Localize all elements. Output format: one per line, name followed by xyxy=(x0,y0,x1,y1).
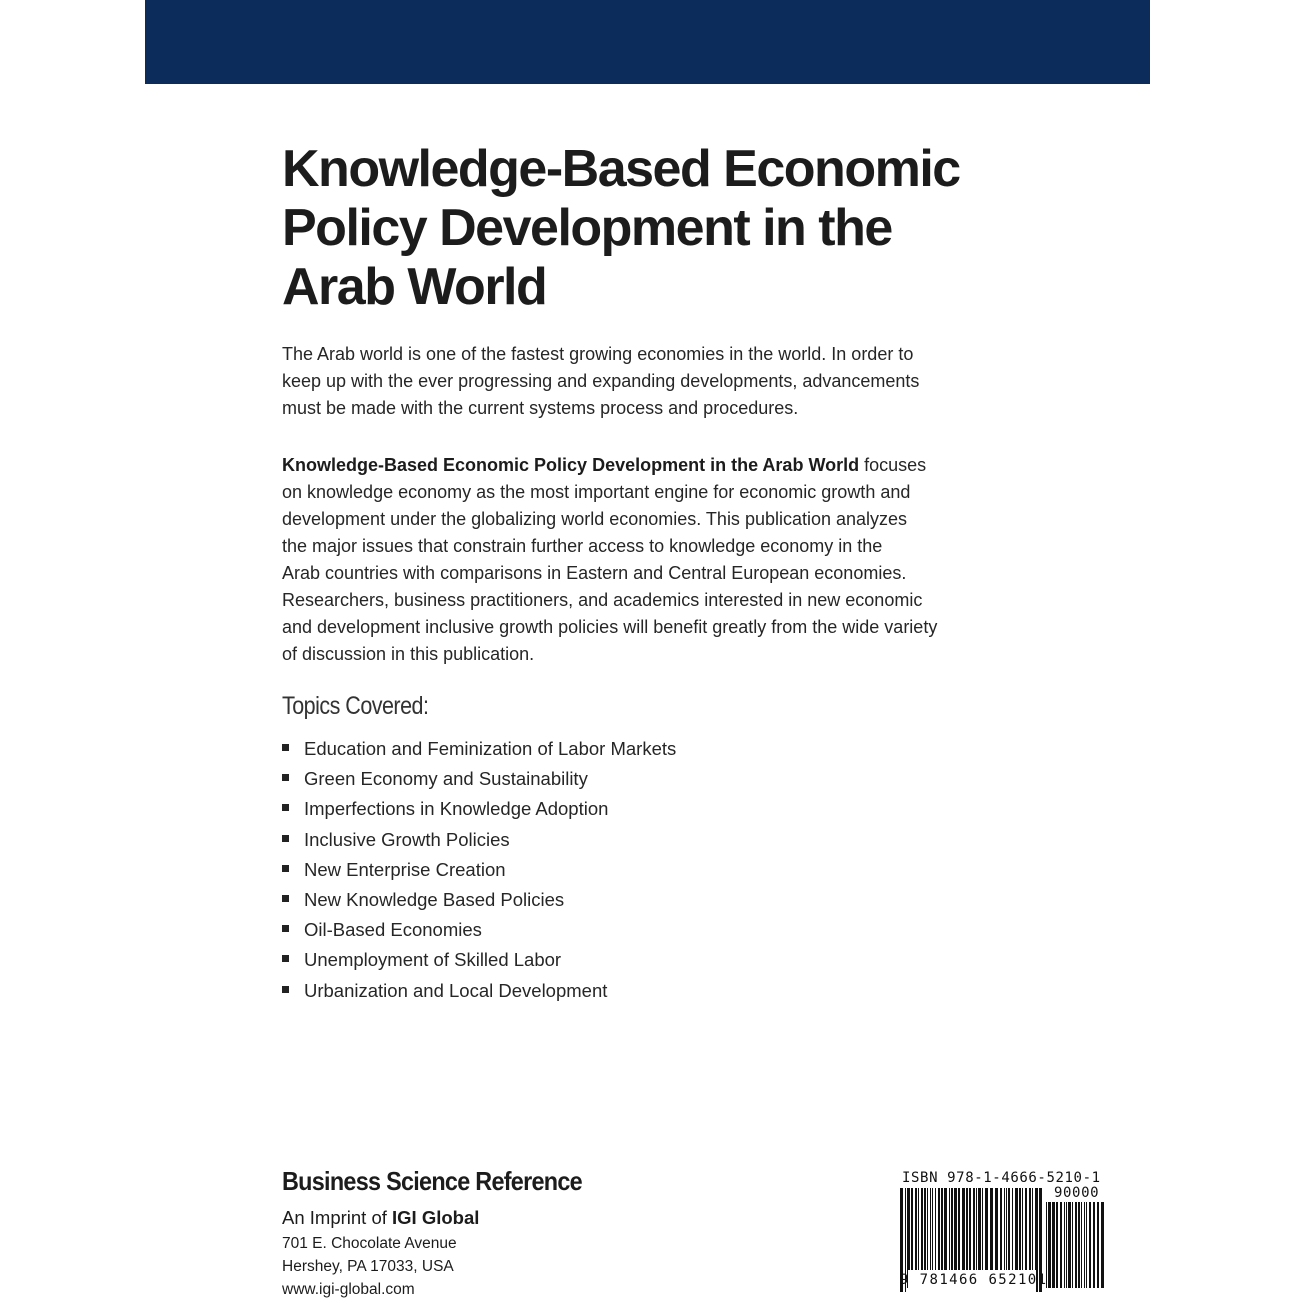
barcode-bar xyxy=(1086,1202,1087,1288)
topic-item xyxy=(282,794,676,824)
barcode-bar xyxy=(1084,1202,1085,1288)
description-paragraph xyxy=(282,452,1012,668)
topic-label: Green Economy and Sustainability xyxy=(304,768,588,790)
parent-publisher: IGI Global xyxy=(392,1207,480,1228)
topic-item xyxy=(282,764,676,794)
square-bullet-icon xyxy=(282,986,289,993)
description-line: development under the globalizing world economies. This publication analyzes xyxy=(282,509,908,529)
barcode-bar xyxy=(1072,1202,1073,1288)
title-line: Arab World xyxy=(282,258,547,316)
topic-item xyxy=(282,976,676,1006)
intro-line: keep up with the ever progressing and expanding developments, advancements xyxy=(282,371,920,391)
topic-item xyxy=(282,734,676,764)
intro-paragraph xyxy=(282,341,1012,422)
topic-label: Imperfections in Knowledge Adoption xyxy=(304,798,609,820)
barcode-bar xyxy=(1078,1202,1080,1288)
description-line: the major issues that constrain further access to knowledge economy in the xyxy=(282,536,883,556)
square-bullet-icon xyxy=(282,804,289,811)
title-line: Policy Development in the xyxy=(282,199,892,257)
title-line: Knowledge-Based Economic xyxy=(282,140,960,198)
barcode-bar xyxy=(1068,1202,1071,1288)
square-bullet-icon xyxy=(282,744,289,751)
topic-label: Urbanization and Local Development xyxy=(304,979,608,1001)
imprint-of-prefix: An Imprint of xyxy=(282,1207,393,1228)
topic-label: New Enterprise Creation xyxy=(304,858,506,880)
square-bullet-icon xyxy=(282,955,289,962)
topic-item xyxy=(282,885,676,915)
address-line: 701 E. Chocolate Avenue xyxy=(282,1235,457,1252)
isbn-label: ISBN 978-1-4666-5210-1 xyxy=(902,1170,1101,1186)
barcode-bar xyxy=(1066,1202,1067,1288)
barcode-bar xyxy=(1064,1202,1065,1288)
topic-label: New Knowledge Based Policies xyxy=(304,888,565,910)
description-line: and development inclusive growth policies will benefit greatly from the wide variety xyxy=(282,617,938,637)
barcode-digits: 9 781466 652101 xyxy=(900,1272,1048,1288)
imprint-of-line xyxy=(282,1204,615,1232)
topics-list xyxy=(282,734,676,1006)
topic-item xyxy=(282,945,676,975)
barcode-bar xyxy=(1056,1202,1058,1288)
square-bullet-icon xyxy=(282,835,289,842)
isbn-barcode xyxy=(898,1170,1112,1296)
publisher-website: www.igi-global.com xyxy=(282,1281,415,1298)
topic-item xyxy=(282,825,676,855)
description-first-line-rest: focuses xyxy=(859,455,927,475)
topic-label: Education and Feminization of Labor Markets xyxy=(304,738,677,759)
square-bullet-icon xyxy=(282,895,289,902)
topic-label: Unemployment of Skilled Labor xyxy=(304,949,562,971)
barcode-bar xyxy=(1089,1202,1091,1288)
barcode-bar xyxy=(1048,1202,1051,1288)
price-code: 90000 xyxy=(1054,1185,1100,1201)
description-bold-title: Knowledge-Based Economic Policy Development in the Arab World xyxy=(282,455,860,475)
barcode-bar xyxy=(1075,1202,1077,1288)
topic-item xyxy=(282,855,676,885)
book-title xyxy=(282,140,1042,317)
barcode-bar xyxy=(1097,1202,1099,1288)
intro-line: must be made with the current systems process and procedures. xyxy=(282,398,799,418)
intro-line: The Arab world is one of the fastest growing economies in the world. In order to xyxy=(282,344,914,364)
topic-label: Oil-Based Economies xyxy=(304,919,482,941)
publisher-block xyxy=(282,1164,615,1301)
topic-item xyxy=(282,915,676,945)
description-line: of discussion in this publication. xyxy=(282,644,535,664)
imprint-name: Business Science Reference xyxy=(282,1166,582,1196)
square-bullet-icon xyxy=(282,774,289,781)
description-line: on knowledge economy as the most important engine for economic growth and xyxy=(282,482,911,502)
barcode-bar xyxy=(1060,1202,1062,1288)
square-bullet-icon xyxy=(282,865,289,872)
description-first-line xyxy=(282,452,1012,479)
barcode-bar xyxy=(1093,1202,1095,1288)
topic-label: Inclusive Growth Policies xyxy=(304,828,510,850)
address-line: Hershey, PA 17033, USA xyxy=(282,1258,454,1275)
barcode-bar xyxy=(1101,1202,1104,1288)
top-color-band xyxy=(145,0,1150,84)
square-bullet-icon xyxy=(282,925,289,932)
description-line: Researchers, business practitioners, and academics interested in new economic xyxy=(282,590,923,610)
description-line: Arab countries with comparisons in Eastern and Central European economies. xyxy=(282,563,907,583)
barcode-bar xyxy=(1081,1202,1082,1288)
addon-barcode-bars xyxy=(1044,1202,1106,1292)
topics-heading: Topics Covered: xyxy=(282,692,429,720)
barcode-bar xyxy=(1052,1202,1055,1288)
